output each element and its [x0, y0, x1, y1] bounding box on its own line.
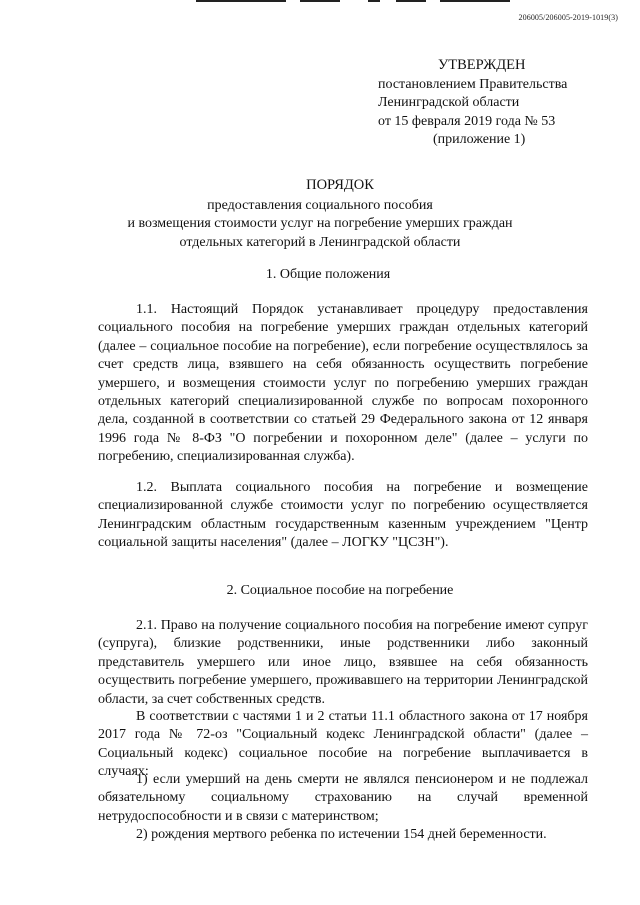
scan-artifact-bar	[368, 0, 380, 2]
section-heading: 1. Общие положения	[265, 267, 391, 282]
paragraph: 1.1. Настоящий Порядок устанавливает процедуру предоставления социального пособия на погребение умерших граждан отдельных категорий (далее – социальное пособие на погребение), если погребение осуществлялось за счет средств лица, взявшего на себя обязанность осуществить погребение умершего, и возмещения стоимости услуг по погребению умерших граждан отдельных категорий специализированной службе по вопросам похоронного дела, созданной в соответствии со статьей 29 Федерального закона от 12 января 1996 года № 8-ФЗ "О погребении и похоронном деле" (далее – услуги по погребению, специализированная служба).	[98, 302, 588, 465]
approval-appendix: (приложение 1)	[433, 132, 526, 147]
approval-line: Ленинградской области	[378, 95, 520, 110]
scan-artifact-bar	[196, 0, 286, 2]
paragraph: 1) если умерший на день смерти не являлся пенсионером и не подлежал обязательному социальному страхованию на случай временной нетрудоспособности и в связи с материнством;	[98, 772, 588, 824]
document-title: ПОРЯДОК	[306, 177, 374, 193]
paragraph: 1.2. Выплата социального пособия на погребение и возмещение специализированной службе стоимости услуг по погребению осуществляется Ленинградским областным государственным казенным учреждением "Центр социальной защиты населения" (далее – ЛОГКУ "ЦСЗН").	[98, 480, 588, 551]
scan-artifact-bar	[396, 0, 426, 2]
paragraph: В соответствии с частями 1 и 2 статьи 11.1 областного закона от 17 ноября 2017 года № 72-оз "Социальный кодекс Ленинградской области" (далее – Социальный кодекс) социальное пособие на погребение выплачивается в случаях:	[98, 709, 588, 780]
scan-artifact-bar	[300, 0, 340, 2]
paragraph: 2.1. Право на получение социального пособия на погребение имеют супруг (супруга), близкие родственники, иные родственники либо законный представитель умершего или иное лицо, взявшее на себя обязанность осуществить погребение умершего, проживавшего на территории Ленинградской области, за счет собственных средств.	[98, 618, 588, 707]
document-code: 206005/206005-2019-1019(3)	[518, 13, 618, 22]
section-heading: 2. Социальное пособие на погребение	[226, 583, 454, 598]
approval-line: постановлением Правительства	[378, 76, 568, 92]
document-subtitle-line: и возмещения стоимости услуг на погребение умерших граждан	[127, 216, 513, 231]
document-header	[0, 176, 640, 252]
approval-line: от 15 февраля 2019 года № 53	[378, 113, 556, 129]
scan-artifact-bar	[440, 0, 510, 2]
approval-block	[378, 56, 608, 150]
paragraph: 2) рождения мертвого ребенка по истечении 154 дней беременности.	[136, 827, 547, 842]
document-subtitle-line: отдельных категорий в Ленинградской области	[179, 234, 461, 250]
document-subtitle-line: предоставления социального пособия	[207, 197, 433, 213]
approval-title: УТВЕРЖДЕН	[438, 57, 526, 73]
